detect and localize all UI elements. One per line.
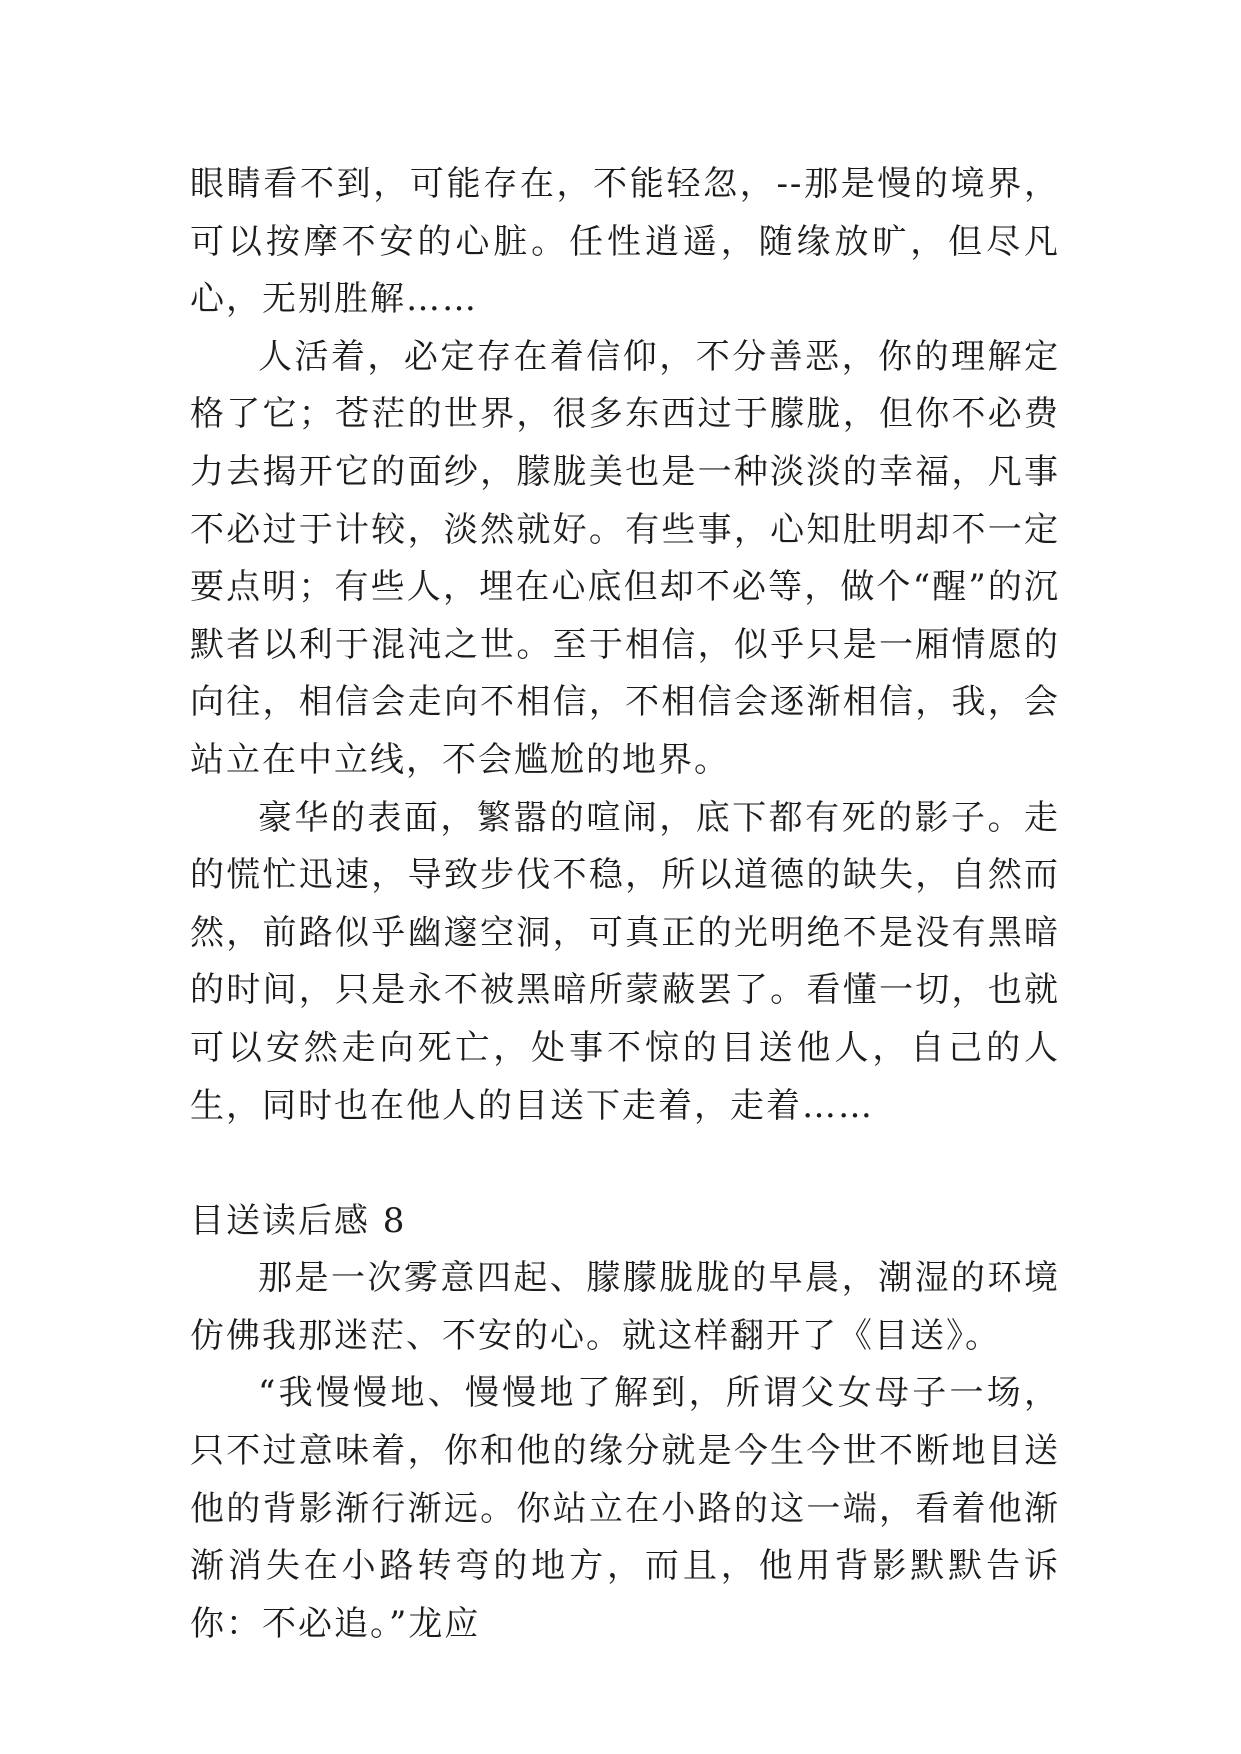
document-body (190, 156, 1060, 1653)
section-title: 目送读后感 8 (190, 1200, 407, 1241)
paragraph: “我慢慢地、慢慢地了解到，所谓父女母子一场，只不过意味着，你和他的缘分就是今生今世不断地目送他的背影渐行渐远。你站立在小路的这一端，看着他渐渐消失在小路转弯的地方，而且，他用背影默默告诉你：不必追。”龙应 (190, 1373, 1060, 1644)
paragraph: 那是一次雾意四起、朦朦胧胧的早晨，潮湿的环境仿佛我那迷茫、不安的心。就这样翻开了《目送》。 (190, 1258, 1060, 1356)
paragraph: 眼睛看不到，可能存在，不能轻忽，--那是慢的境界，可以按摩不安的心脏。任性逍遥，随缘放旷，但尽凡心，无别胜解…… (190, 164, 1060, 320)
paragraph: 人活着，必定存在着信仰，不分善恶，你的理解定格了它；苍茫的世界，很多东西过于朦胧，但你不必费力去揭开它的面纱，朦胧美也是一种淡淡的幸福，凡事不必过于计较，淡然就好。有些事，心知肚明却不一定要点明；有些人，埋在心底但却不必等，做个“醒”的沉默者以利于混沌之世。至于相信，似乎只是一厢情愿的向往，相信会走向不相信，不相信会逐渐相信，我，会站立在中立线，不会尴尬的地界。 (190, 336, 1060, 780)
paragraph: 豪华的表面，繁嚣的喧闹，底下都有死的影子。走的慌忙迅速，导致步伐不稳，所以道德的缺失，自然而然，前路似乎幽邃空洞，可真正的光明绝不是没有黑暗的时间，只是永不被黑暗所蒙蔽罢了。看懂一切，也就可以安然走向死亡，处事不惊的目送他人，自己的人生，同时也在他人的目送下走着，走着…… (190, 797, 1060, 1126)
